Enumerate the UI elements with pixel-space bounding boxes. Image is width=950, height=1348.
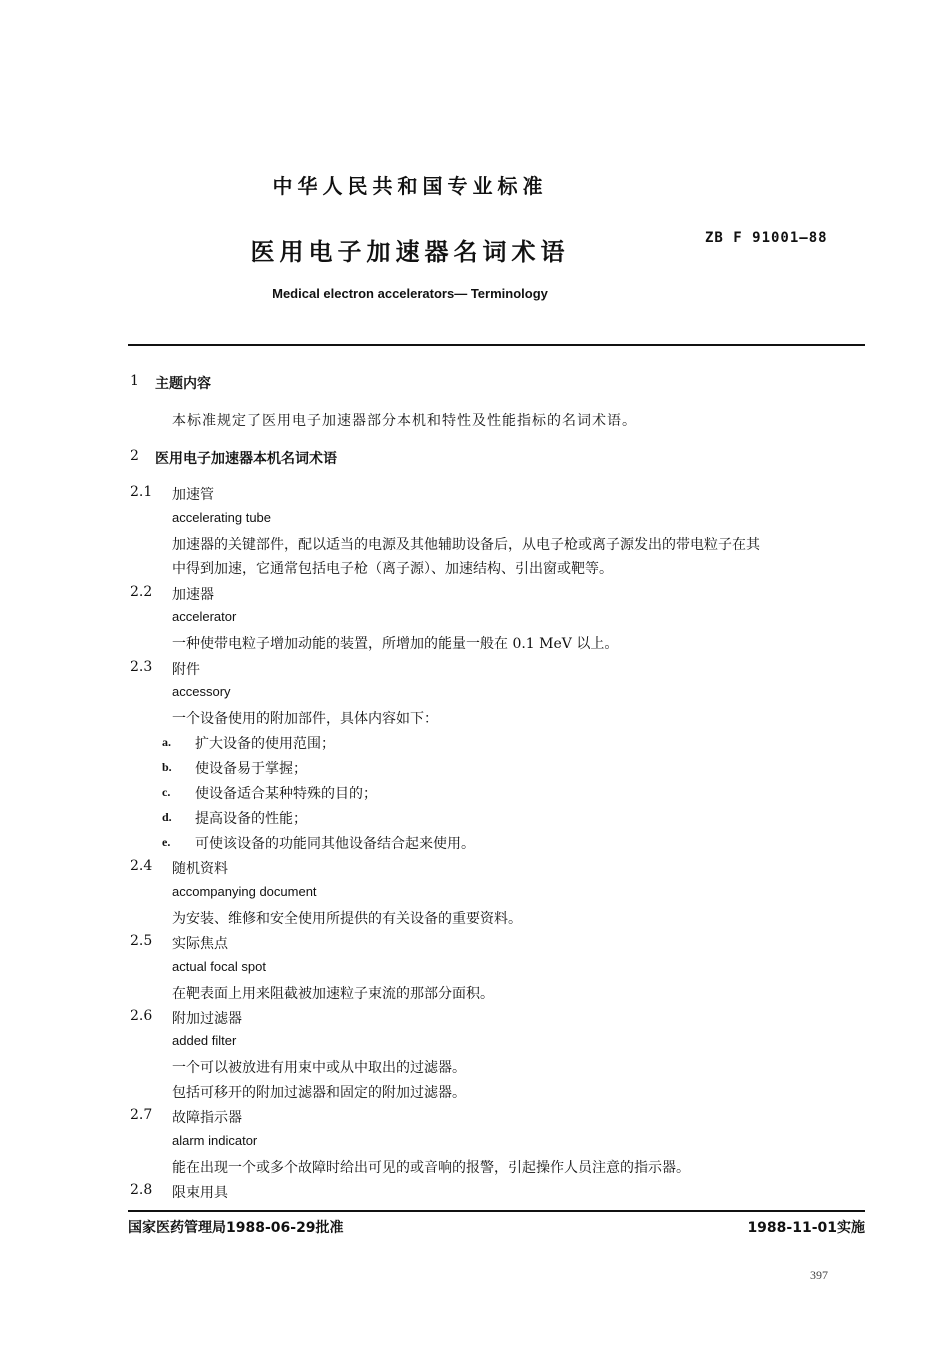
- term-2-4-english: accompanying document: [172, 884, 317, 899]
- bottom-rule: [128, 1210, 865, 1212]
- list-item-c: 使设备适合某种特殊的目的；: [195, 786, 377, 802]
- term-2-7-number: 2.7: [130, 1107, 153, 1123]
- term-2-6-number: 2.6: [130, 1008, 153, 1024]
- term-2-5-chinese: 实际焦点: [172, 936, 228, 952]
- effective-date: 1988-11-01实施: [747, 1220, 865, 1236]
- term-2-1-definition-line-1: 加速器的关键部件，配以适当的电源及其他辅助设备后，从电子枪或离子源发出的带电粒子在其: [172, 537, 760, 553]
- term-2-7-english: alarm indicator: [172, 1133, 258, 1148]
- list-label-a: a.: [162, 735, 171, 749]
- list-label-d: d.: [162, 810, 172, 824]
- term-2-4-number: 2.4: [130, 858, 153, 874]
- term-2-1-number: 2.1: [130, 484, 153, 500]
- section-2-title: 医用电子加速器本机名词术语: [155, 451, 337, 467]
- section-1-text: 本标准规定了医用电子加速器部分本机和特性及性能指标的名词术语。: [172, 413, 637, 429]
- term-2-2-definition: 一种使带电粒子增加动能的装置，所增加的能量一般在 0.1 MeV 以上。: [172, 636, 619, 652]
- term-2-8-chinese: 限束用具: [172, 1185, 228, 1201]
- term-2-3-definition: 一个设备使用的附加部件，具体内容如下：: [172, 711, 438, 727]
- term-2-5-definition: 在靶表面上用来阻截被加速粒子束流的那部分面积。: [172, 986, 494, 1002]
- document-title: 医用电子加速器名词术语: [250, 238, 570, 266]
- term-2-5-number: 2.5: [130, 933, 153, 949]
- list-label-c: c.: [162, 785, 171, 799]
- term-2-7-chinese: 故障指示器: [172, 1110, 242, 1126]
- term-2-3-number: 2.3: [130, 659, 153, 675]
- english-title: Medical electron accelerators— Terminology: [272, 286, 548, 301]
- term-2-1-english: accelerating tube: [172, 510, 272, 525]
- approval-line: 国家医药管理局1988-06-29批准: [128, 1220, 344, 1236]
- list-label-e: e.: [162, 835, 171, 849]
- term-2-2-chinese: 加速器: [172, 587, 214, 603]
- term-2-4-chinese: 随机资料: [172, 861, 228, 877]
- list-item-d: 提高设备的性能；: [195, 811, 307, 827]
- term-2-2-number: 2.2: [130, 584, 153, 600]
- term-2-3-chinese: 附件: [172, 662, 200, 678]
- term-2-1-chinese: 加速管: [172, 487, 214, 503]
- term-2-5-english: actual focal spot: [172, 959, 266, 974]
- term-2-6-english: added filter: [172, 1033, 237, 1048]
- term-2-6-definition-line-2: 包括可移开的附加过滤器和固定的附加过滤器。: [172, 1085, 466, 1101]
- section-1-title: 主题内容: [155, 376, 211, 392]
- term-2-7-definition: 能在出现一个或多个故障时给出可见的或音响的报警，引起操作人员注意的指示器。: [172, 1160, 690, 1176]
- term-2-3-english: accessory: [172, 684, 231, 699]
- top-rule: [128, 344, 865, 346]
- list-label-b: b.: [162, 760, 172, 774]
- term-2-4-definition: 为安装、维修和安全使用所提供的有关设备的重要资料。: [172, 911, 522, 927]
- term-2-8-number: 2.8: [130, 1182, 153, 1198]
- section-1-number: 1: [130, 373, 139, 389]
- term-2-2-english: accelerator: [172, 609, 237, 624]
- term-2-1-definition-line-2: 中得到加速，它通常包括电子枪（离子源）、加速结构、引出窗或靶等。: [172, 561, 613, 577]
- term-2-6-chinese: 附加过滤器: [172, 1011, 242, 1027]
- list-item-e: 可使该设备的功能同其他设备结合起来使用。: [195, 836, 475, 852]
- term-2-6-definition-line-1: 一个可以被放进有用束中或从中取出的过滤器。: [172, 1060, 466, 1076]
- page-number: 397: [810, 1268, 828, 1282]
- standard-number: ZB F 91001—88: [705, 230, 828, 246]
- standard-category: 中华人民共和国专业标准: [272, 174, 548, 198]
- list-item-b: 使设备易于掌握；: [195, 761, 307, 777]
- section-2-number: 2: [130, 448, 139, 464]
- list-item-a: 扩大设备的使用范围；: [195, 736, 335, 752]
